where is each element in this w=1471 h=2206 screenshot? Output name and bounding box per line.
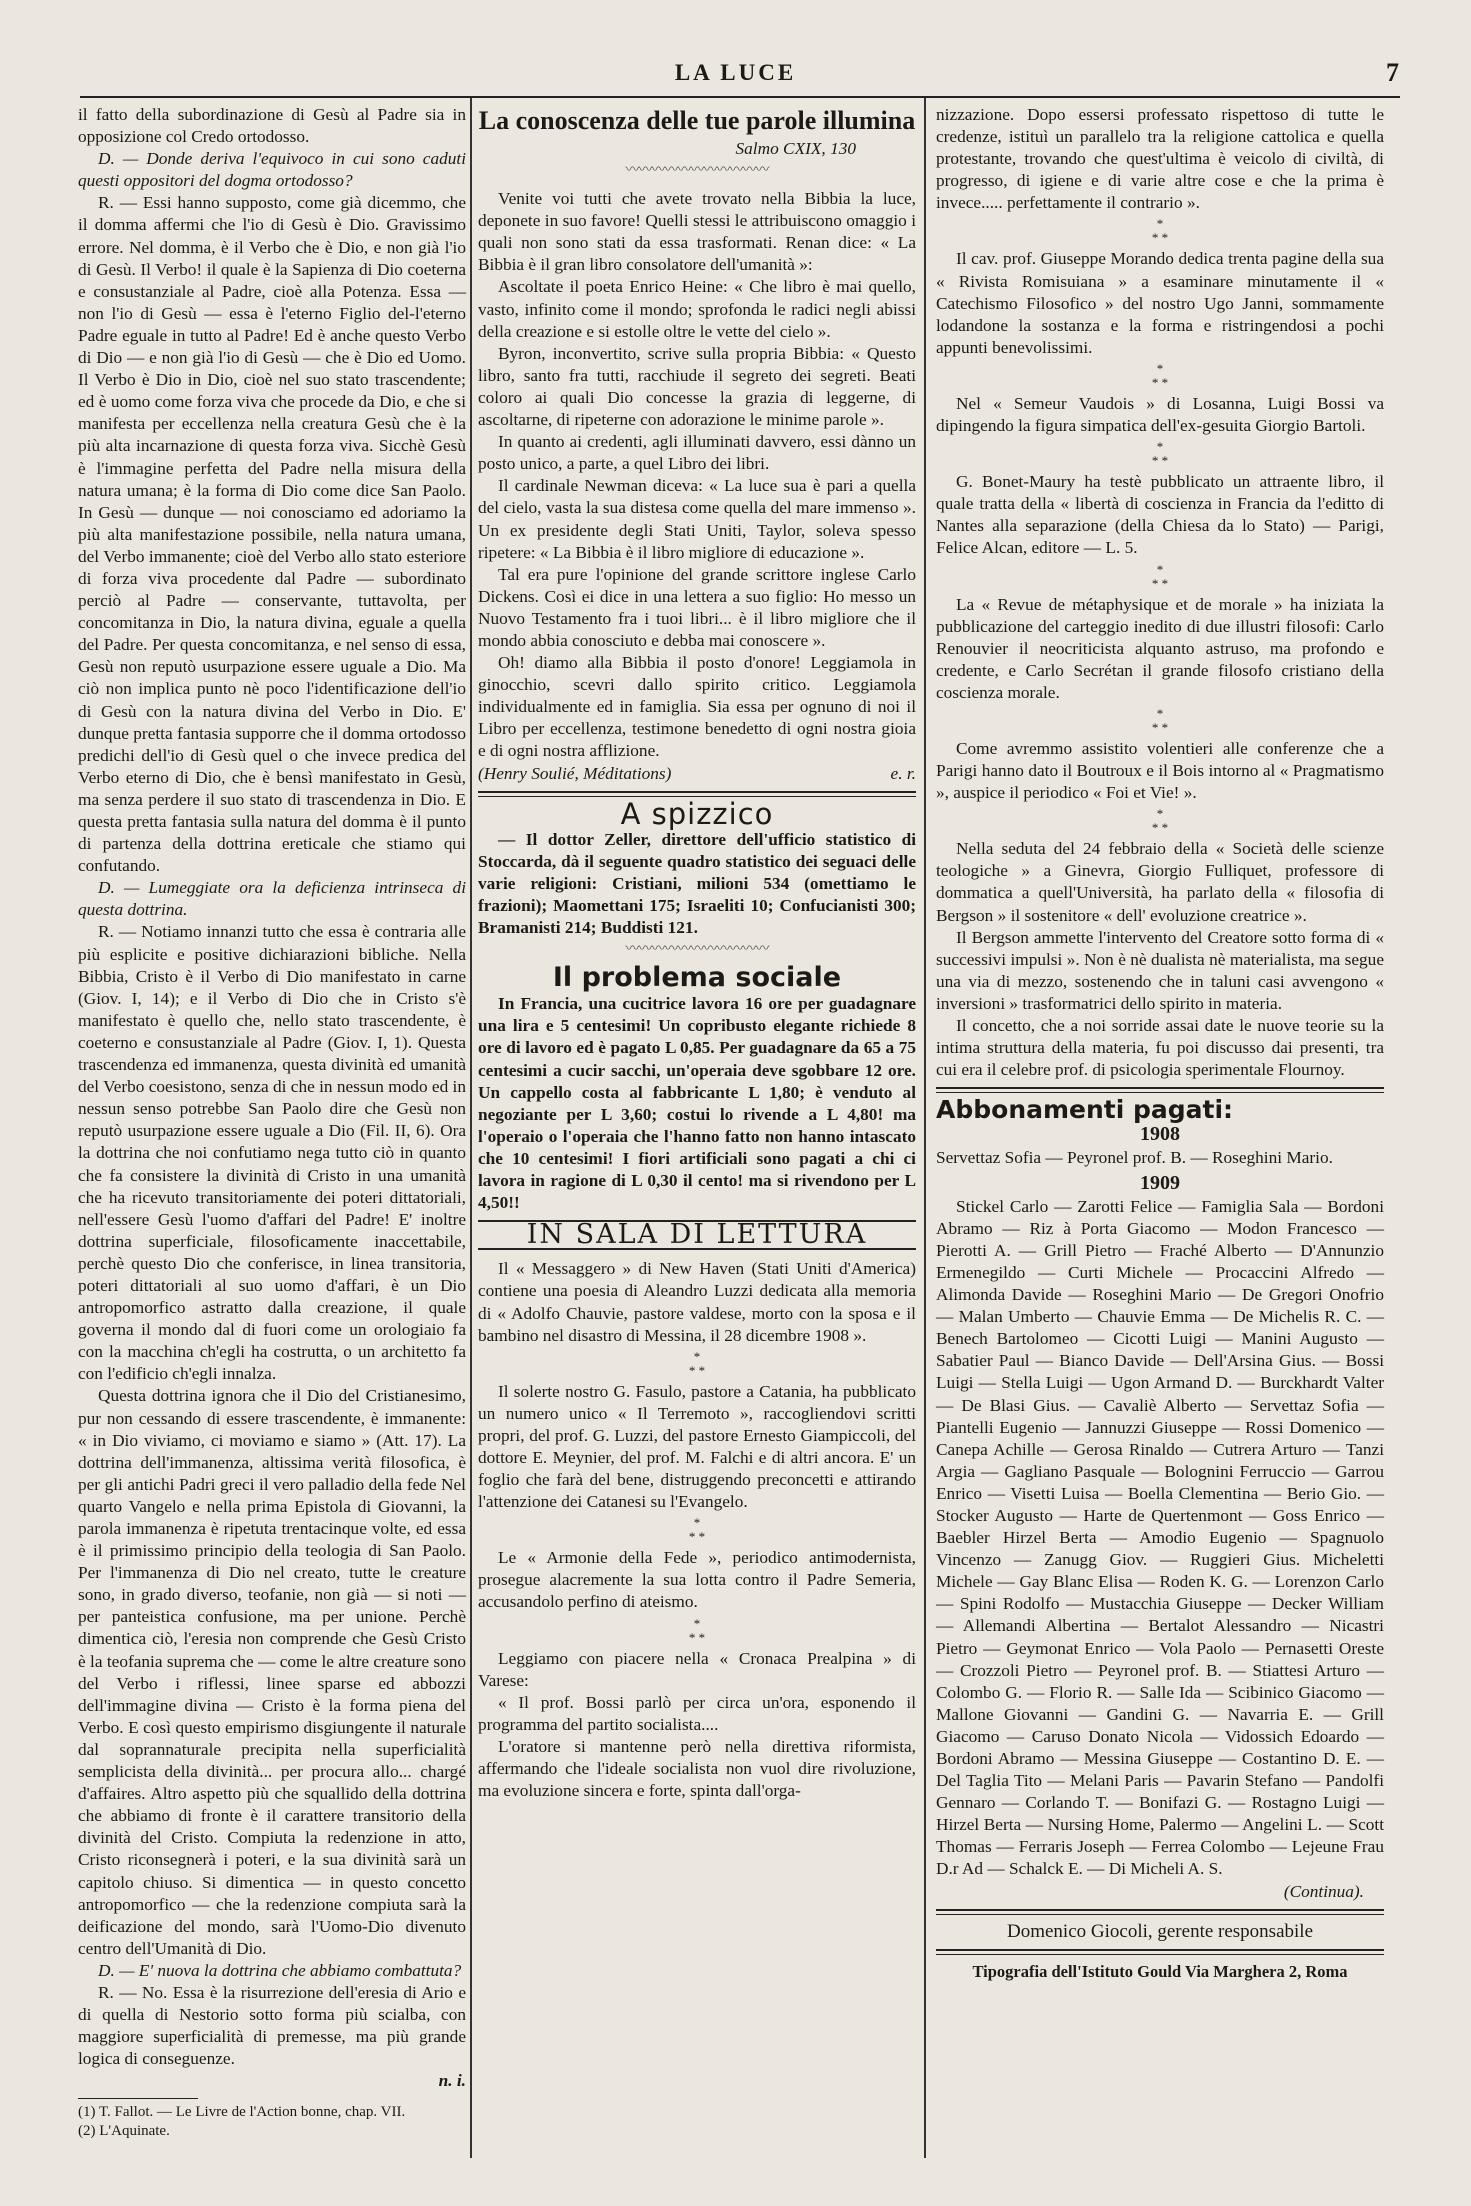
paragraph: nizzazione. Dopo essersi professato rispettoso di tutte le credenze, istituì un parallelo tra la religione cattolica e quella protestante, trovando che quest'ultima è veicolo di civiltà, di progresso, di igiene e di varie altre cose e che la prima è invece..... perfettamente il contrario ». bbox=[936, 105, 1384, 213]
article-signature bbox=[478, 763, 916, 785]
wave-divider: 〰〰〰〰〰〰〰〰〰〰〰 bbox=[625, 942, 769, 958]
paragraph: Il solerte nostro G. Fasulo, pastore a Catania, ha pubblicato un numero unico « Il Terremoto », raccogliendovi scritti propri, del prof. G. Luzzi, del pastore Ernesto Giampiccoli, del dottore E. Meynier, del prof. M. Falchi e di altri ancora. E' un foglio che farà del bene, distruggendo preconcetti e attirando l'attenzione dei Catanesi su l'Evangelo. bbox=[478, 1381, 916, 1512]
column-divider bbox=[924, 98, 926, 2158]
paragraph: Nel « Semeur Vaudois » di Losanna, Luigi Bossi va dipingendo la figura simpatica dell'ex-gesuita Giorgio Bartoli. bbox=[936, 393, 1384, 436]
subscriber-list: Servettaz Sofia — Peyronel prof. B. — Roseghini Mario. bbox=[936, 1148, 1333, 1168]
paragraph: Tal era pure l'opinione del grande scrittore inglese Carlo Dickens. Così ei dice in una lettera a suo figlio: Ho messo un Nuovo Testamento fra i tuoi libri... è il libro migliore che il mondo abbia conosciuto e debba mai conoscere ». bbox=[478, 564, 916, 650]
page-header bbox=[0, 58, 1471, 98]
source-citation: (Henry Soulié, Méditations) bbox=[478, 763, 672, 783]
paragraph: Il concetto, che a noi sorride assai date le nuove teorie su la intima struttura della materia, fu poi discusso dai presenti, tra cui era il celebre prof. di psicologia sperimentale Flournoy. bbox=[936, 1016, 1384, 1080]
year-heading: 1908 bbox=[1140, 1123, 1180, 1146]
column-left bbox=[78, 104, 466, 2141]
paragraph: Come avremmo assistito volentieri alle conferenze che a Parigi hanno dato il Boutroux e il Bois intorno al « Pragmatismo », auspice il periodico « Foi et Vie! ». bbox=[936, 738, 1384, 803]
paragraph: Venite voi tutti che avete trovato nella Bibbia la luce, deponete in suo favore! Quelli stessi le attribuiscono omaggio i quali non sono stati da essa trasformati. Renan dice: « La Bibbia è il gran libro consolatore dell'umanità »: bbox=[478, 189, 916, 275]
year-heading: 1909 bbox=[1140, 1171, 1180, 1194]
question: D. — Donde deriva l'equivoco in cui sono caduti questi oppositori del dogma ortodosso? bbox=[78, 149, 466, 191]
question: D. — E' nuova la dottrina che abbiamo combattuta? bbox=[98, 1960, 462, 1980]
paragraph: Nella seduta del 24 febbraio della « Società delle scienze teologiche » a Ginevra, Giorgio Fulliquet, professore di dommatica a quell'Università, ha parlato della « filosofia di Bergson » il sostenitore « dell' evoluzione creatrice ». bbox=[936, 839, 1384, 925]
asterism: * * * bbox=[1151, 439, 1169, 469]
paragraph: il fatto della subordinazione di Gesù al Padre sia in opposizione col Credo ortodosso. bbox=[78, 105, 466, 147]
section-title-abbonamenti: Abbonamenti pagati: bbox=[936, 1095, 1234, 1125]
author-initials: n. i. bbox=[438, 2071, 466, 2091]
paragraph: In quanto ai credenti, agli illuminati davvero, essi dànno un posto unico, a parte, a quel Libro dei libri. bbox=[478, 432, 916, 474]
paragraph: L'oratore si mantenne però nella direttiva riformista, affermando che l'ideale socialista non vuol dire rivoluzione, ma evoluzione sincera e forte, spinta dall'orga- bbox=[478, 1736, 916, 1801]
paragraph: Leggiamo con piacere nella « Cronaca Prealpina » di Varese: bbox=[478, 1648, 916, 1690]
paragraph: In Francia, una cucitrice lavora 16 ore per guadagnare una lira e 5 centesimi! Un copribusto elegante richiede 8 ore di lavoro ed è pagato L 0,85. Per guadagnare da 65 a 75 centesimi a cucir sacchi, un'operaia deve sgobbare 12 ore. Un cappello costa al fabbricante L 1,80; è venduto al negoziante per L 3,60; costui lo rivende a L 4,80! ma l'operaio o l'operaia che l'hanno fatto non hanno intascato che 10 centesimi! I fiori artificiali sono pagati a chi ci lavora in ragione di L 0,30 il cento! ma si rivendono per L 4,50!! bbox=[478, 994, 916, 1213]
article-title: La conoscenza delle tue parole illumina bbox=[478, 106, 916, 135]
section-rule bbox=[936, 1909, 1384, 1915]
asterism: * * * bbox=[688, 1515, 706, 1545]
responsible-manager: Domenico Giocoli, gerente responsabile bbox=[1006, 1920, 1313, 1942]
column-middle bbox=[478, 104, 916, 1802]
paragraph: Il « Messaggero » di New Haven (Stati Uniti d'America) contiene una poesia di Aleandro Luzzi dedicata alla memoria di « Adolfo Chauvie, pastore valdese, morto con la sposa e il bambino nel disastro di Messina, il 28 dicembre 1908 ». bbox=[478, 1259, 916, 1345]
footnote: (2) L'Aquinate. bbox=[78, 2123, 170, 2140]
section-title-problema-sociale: Il problema sociale bbox=[552, 962, 842, 994]
asterism: * * * bbox=[1151, 360, 1169, 390]
asterism: * * * bbox=[1151, 806, 1169, 836]
paragraph: G. Bonet-Maury ha testè pubblicato un attraente libro, il quale tratta della « libertà di coscienza in Francia da l'editto di Nantes alla separazione (della Chiesa da lo Stato) — Parigi, Felice Alcan, editore — L. 5. bbox=[936, 472, 1384, 558]
column-right bbox=[936, 104, 1384, 1983]
asterism: * * * bbox=[688, 1348, 706, 1378]
masthead-title: LA LUCE bbox=[674, 60, 797, 85]
footnote-rule bbox=[78, 2098, 198, 2099]
asterism: * * * bbox=[1151, 216, 1169, 246]
page-number: 7 bbox=[1386, 58, 1399, 87]
section-rule bbox=[478, 791, 916, 797]
continued-note: (Continua). bbox=[1283, 1881, 1364, 1901]
paragraph: Il Bergson ammette l'intervento del Creatore sotto forma di « successivi impulsi ». Non è nè dualista nè materialista, ma segue una via di mezzo, sostenendo che in taluni casi avvengono « inversioni » trasformatrici dello spirito in materia. bbox=[936, 927, 1384, 1013]
answer: R. — No. Essa è la risurrezione dell'eresia di Ario e di quella di Nestorio sotto forma più scialba, con maggiore superficialità di premesse, ma più grande logica di conseguenze. bbox=[78, 1982, 466, 2069]
paragraph: Questa dottrina ignora che il Dio del Cristianesimo, pur non cessando di essere trascendente, è immanente: « in Dio viviamo, ci moviamo e siamo » (Att. 17). La dottrina dell'immanenza, altissima verità filosofica, è per gli antichi Padri greci il vero palladio della fede Nel quarto Vangelo e nella prima Epistola di Giovanni, la parola immanenza è ripetuta trentacinque volte, ed essa è il primissimo principio della teologia di San Paolo. Per l'immanenza di Dio nel creato, tutte le creature sono, in grado diverso, teofanie, non già — si noti — per panteistica confusione, ma per unione. Perchè dimentica ciò, l'eresia non comprende che Gesù Cristo è la teofania suprema che — come le altre creature sono del Verbo i riflessi, linee sparse ed abbozzi dell'immagine divina — Cristo è la forma piena del Verbo. E così questo empirismo disgiungente il naturale dal soprannaturale precipita nella superficialità semplicista della divinità... per procura allo... chargé d'affaires. Altro aspetto più che squallido della dottrina che abbiamo di fronte è il carattere transitorio della divinità del Cristo. Compiuta la redenzione in atto, Cristo riconsegnerà i poteri, e la sua divinità sarà un capitolo chiuso. Si dimentica — in questo concetto antropomorfico — che la redenzione compiuta sarà la deificazione del mondo, sarà l'Uomo-Dio divenuto centro dell'Umanità di Dio. bbox=[78, 1386, 466, 1958]
paragraph: Ascoltate il poeta Enrico Heine: « Che libro è mai quello, vasto, infinito come il mondo; sprofonda le radici negli abissi della creazione e si estolle oltre le vette del cielo ». bbox=[478, 277, 916, 341]
footnote: (1) T. Fallot. — Le Livre de l'Action bonne, chap. VII. bbox=[78, 2104, 406, 2121]
wave-divider: 〰〰〰〰〰〰〰〰〰〰〰 bbox=[625, 163, 769, 179]
paragraph: « Il prof. Bossi parlò per circa un'ora, esponendo il programma del partito socialista.... bbox=[478, 1692, 916, 1734]
paragraph: Byron, inconvertito, scrive sulla propria Bibbia: « Questo libro, santo fra tutti, racchiude il segreto dei segreti. Beati coloro ai quali Dio concesse la grazia di leggerne, di ascoltarne, di ripeterne con adorazione le minime parole ». bbox=[478, 343, 916, 430]
printer-imprint: Tipografia dell'Istituto Gould Via Marghera 2, Roma bbox=[972, 1961, 1348, 1981]
answer: R. — Notiamo innanzi tutto che essa è contraria alle più esplicite e positive dichiarazioni bibliche. Nella Bibbia, Cristo è il Verbo di Dio manifestato in carne (Giov. I, 14); e il Verbo di Dio che in Cristo s'è manifestato è quello che, nello stato trascendente, è coeterno e consustanziale al Padre (Giov. I, 1). Questa trascendenza ed immanenza, questa divinità ed umanità del Verbo coesistono, senza di che in nessun modo ed in nessun senso potrebbe San Paolo dire che Gesù non reputò usurpazione essere uguale a Dio (Fil. II, 6). Ora la dottrina che noi confutiamo nega tutto ciò in quanto che fa consistere la divinità di Cristo in una umanità che ha ricevuto transitoriamente dei poteri dittatoriali, nell'essere Gesù l'uomo d'affari del Padre! E' inoltre dottrina superficiale, filosoficamente inaccettabile, perchè questo Dio che conferisce, in linea transitoria, poteri dittatoriali al suo uomo d'affari, è un Dio antropomorfico astratto dalla creazione, il quale governa il mondo dal di fuori come un orologiaio fa con la macchina ch'egli ha costrutta, o un architetto fa con l'edificio ch'egli innalza. bbox=[78, 922, 466, 1384]
section-title-spizzico: A spizzico bbox=[620, 796, 774, 831]
column-divider bbox=[470, 98, 472, 2158]
paragraph: Oh! diamo alla Bibbia il posto d'onore! Leggiamola in ginocchio, scevri dallo spirito critico. Leggiamola individualmente ed in famiglia. Sia essa per ognuno di noi il Libro per eccellenza, testimone benedetto di ogni nostra gioia e di ogni nostra afflizione. bbox=[478, 653, 916, 761]
asterism: * * * bbox=[1151, 561, 1169, 591]
paragraph: Il cardinale Newman diceva: « La luce sua è pari a quella del cielo, vasta la sua distesa come quella del mare immenso ». Un ex presidente degli Stati Uniti, Taylor, soleva spesso ripetere: « La Bibbia è il libro migliore di educazione ». bbox=[478, 476, 916, 562]
paragraph: La « Revue de métaphysique et de morale » ha iniziata la pubblicazione del carteggio inedito di due illustri filosofi: Carlo Renouvier il neocriticista alquanto astruso, ma profondo e credente, e Carlo Secrétan il grande filosofo cristiano della coscienza morale. bbox=[936, 594, 1384, 702]
paragraph: Le « Armonie della Fede », periodico antimodernista, prosegue alacremente la sua lotta contro il Padre Semeria, accusandolo perfino di ateismo. bbox=[478, 1548, 916, 1612]
asterism: * * * bbox=[1151, 705, 1169, 735]
question: D. — Lumeggiate ora la deficienza intrinseca di questa dottrina. bbox=[78, 878, 466, 920]
subscriber-list: Stickel Carlo — Zarotti Felice — Famiglia Sala — Bordoni Abramo — Riz à Porta Giacomo — Modon Francesco — Pierotti A. — Grill Pietro — Fraché Alberto — D'Annunzio Ermenegildo — Curti Michele — Procaccini Alfredo — Alimonda Davide — Roseghini Mario — De Gregori Onofrio — Malan Umberto — Chauvie Emma — De Michelis R. C. — Benech Bartolomeo — Cicotti Luigi — Manini Augusto — Sabatier Paul — Bianco Davide — Dell'Arsina Gius. — Bossi Luigi — Stella Luigi — Ugon Armand D. — Burckhardt Valter — De Blasi Gius. — Cavaliè Alberto — Servettaz Sofia — Piantelli Eugenio — Jannuzzi Giuseppe — Rossi Domenico — Canepa Achille — Gerosa Rinaldo — Cutrera Arturo — Tanzi Argia — Gagliano Pasquale — Bolognini Ferruccio — Garrou Enrico — Visetti Luisa — Boella Clementina — Berio Gio. — Stocker Augusto — Harte de Quertenmont — Goss Enrico — Baebler Hirzel Berta — Amodio Eugenio — Spagnuolo Vincenzo — Zanugg Giov. — Ruggieri Gius. Micheletti Michele — Gay Blanc Elisa — Roden K. G. — Lorenzon Carlo — Spini Rodolfo — Mustacchia Giuseppe — Decker William — Allemandi Albertina — Bertalot Alessandro — Nicastri Pietro — Geymonat Enrico — Vola Paolo — Pernasetti Oreste — Crozzoli Pietro — Peyronel prof. B. — Stiattesi Arturo — Colombo G. — Florio R. — Salle Ida — Scibinico Giacomo — Mallone Giovanni — Gandini G. — Navarria E. — Grill Giacomo — Caruso Donato Nicola — Vidossich Edoardo — Bordoni Abramo — Messina Giuseppe — Costantino D. E. — Del Taglia Tito — Melani Paris — Pavarin Stefano — Pandolfi Gennaro — Corlando T. — Bonifazi G. — Rostagno Luigi — Hirzel Berta — Nursing Home, Palermo — Angelini L. — Scott Thomas — Ferraris Joseph — Ferrea Colombo — Lejeune Frau D.r Ad — Schalck E. — Di Micheli A. S. bbox=[936, 1196, 1384, 1879]
header-rule bbox=[80, 96, 1400, 98]
section-rule bbox=[936, 1087, 1384, 1093]
section-title-sala-lettura: IN SALA DI LETTURA bbox=[478, 1220, 916, 1250]
author-initials: e. r. bbox=[890, 763, 916, 783]
asterism: * * * bbox=[688, 1615, 706, 1645]
paragraph: Il cav. prof. Giuseppe Morando dedica trenta pagine della sua « Rivista Romisuiana » a esaminare minutamente il « Catechismo Filosofico » del nostro Ugo Janni, sommamente lodandone la sostanza e la forma e ristringendosi a pochi appunti benevolissimi. bbox=[936, 249, 1384, 357]
article-epigraph: Salmo CXIX, 130 bbox=[735, 139, 856, 158]
section-rule bbox=[936, 1949, 1384, 1955]
paragraph: — Il dottor Zeller, direttore dell'ufficio statistico di Stoccarda, dà il seguente quadro statistico dei seguaci delle varie religioni: Cristiani, milioni 534 (omettiamo le frazioni); Maomettani 175; Israeliti 10; Confucianisti 300; Bramanisti 214; Buddisti 121. bbox=[478, 829, 916, 938]
answer: R. — Essi hanno supposto, come già dicemmo, che il domma affermi che l'io di Gesù è Dio. Gravissimo errore. Nel domma, è il Verbo che è Dio, e non già l'io di Gesù. Il Verbo! il quale è la Sapienza di Dio coeterna e consustanziale al Padre, cioè alla Potenza. Essa — non l'io di Gesù — essa è l'eterno Figlio del-l'eterno Padre eguale in tutto al Padre! Ed è anche questo Verbo di Dio — e non già l'io di Gesù — che è Dio ed Uomo. Il Verbo è Dio in Dio, cioè nel suo stato trascendente; ed è uomo come forza viva che procede da Dio, e che si manifesta per eccellenza nella creatura Gesù che è la più alta incarnazione di questa forza viva. Sicchè Gesù è l'immagine perfetta del Padre nella misura della natura umana; è la forma di Dio come dice San Paolo. In Gesù — dunque — noi conosciamo ed adoriamo la più alta manifestazione possibile, nella natura umana, del Verbo immanente; cioè del Verbo allo stato esteriore di forza viva procedente dal Padre — subordinato perciò al Padre — conservante, tuttavolta, per concomitanza in Dio, la natura divina, eguale a quella del Padre. Per questa concomitanza, e nel senso di essa, Gesù non reputò usurpazione essere uguale a Dio. Ma ciò non implica punto nè poco l'identificazione dell'io di Gesù con la natura divina del Verbo in Dio. E' dunque pretta fantasia supporre che il domma ortodosso predichi dell'io di Gesù quel o che invece predica del Verbo eterno di Dio, che è bensì manifestato in Gesù, ma senza perdere il suo stato di trascendenza in Dio. E questa pretta fantasia sulla natura del domma è il punto di partenza della dottrina ereticale che stiamo qui confutando. bbox=[78, 193, 466, 876]
